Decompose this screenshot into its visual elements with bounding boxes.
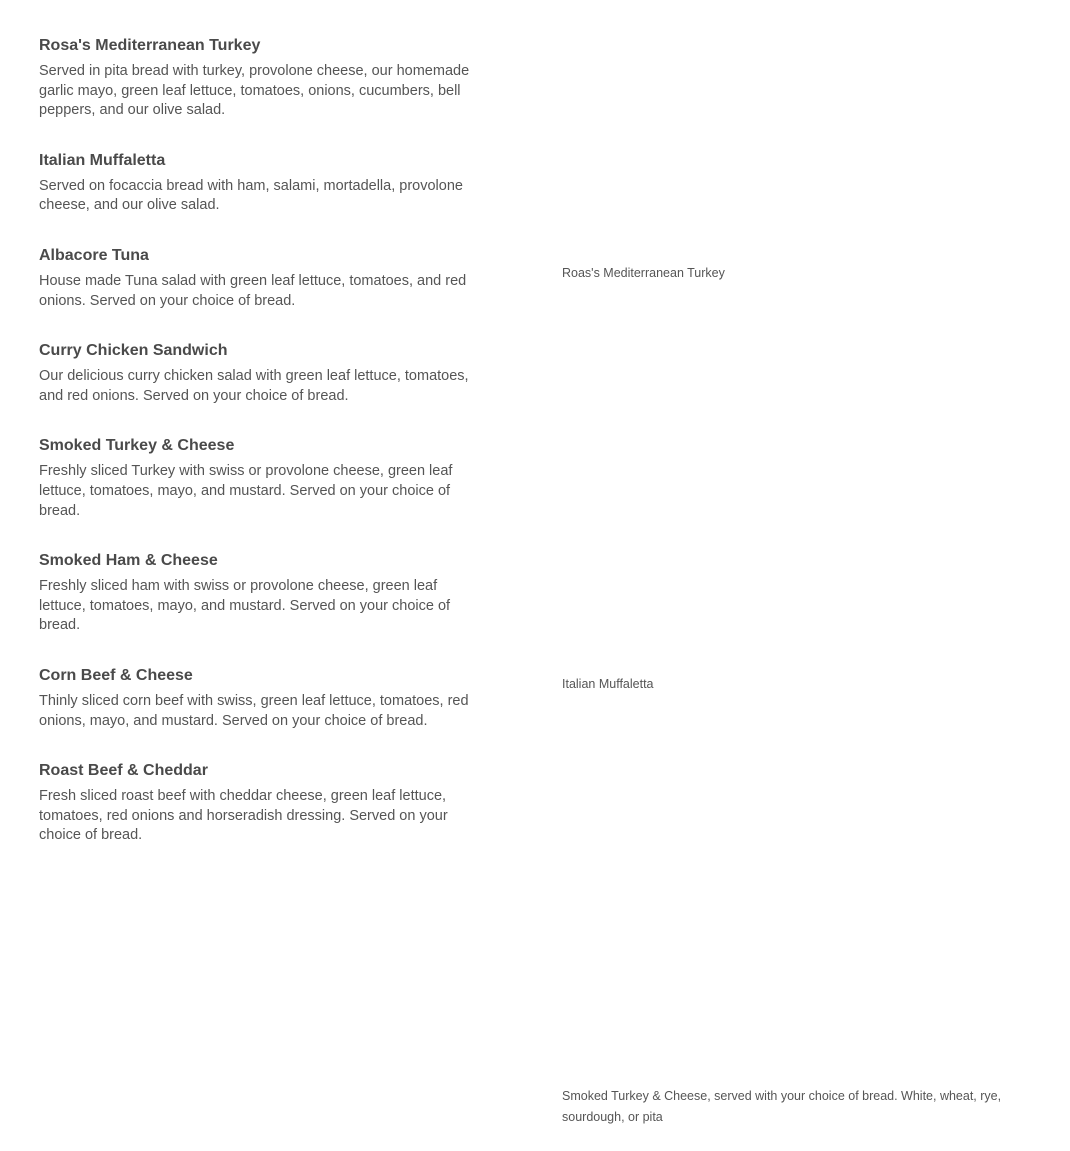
- menu-item-name: Smoked Turkey & Cheese: [39, 437, 235, 455]
- menu-item: [39, 436, 479, 521]
- gallery-caption: Smoked Turkey & Cheese, served with your choice of bread. White, wheat, rye, sourdough, or pita: [562, 1089, 1002, 1124]
- menu-item-description: Fresh sliced roast beef with cheddar cheese, green leaf lettuce, tomatoes, red onions and horseradish dressing. Served on your choice of bread.: [39, 788, 448, 844]
- menu-item: [39, 36, 479, 121]
- menu-item-name: Albacore Tuna: [39, 246, 149, 264]
- menu-item-description: Served on focaccia bread with ham, salami, mortadella, provolone cheese, and our olive salad.: [39, 177, 463, 214]
- menu-item-name: Rosa's Mediterranean Turkey: [39, 37, 261, 54]
- menu-item-description: Served in pita bread with turkey, provolone cheese, our homemade garlic mayo, green leaf lettuce, tomatoes, onions, cucumbers, bell peppers, and our olive salad.: [39, 63, 470, 119]
- menu-item: [39, 341, 479, 406]
- menu-item: [39, 666, 479, 731]
- menu-item: [39, 151, 479, 216]
- menu-item-name: Roast Beef & Cheddar: [39, 762, 208, 780]
- menu-item: [39, 246, 479, 311]
- menu-item-name: Curry Chicken Sandwich: [39, 342, 228, 360]
- photo-gallery: [562, 0, 1052, 1151]
- menu-item-name: Corn Beef & Cheese: [39, 666, 193, 684]
- menu-item-description: House made Tuna salad with green leaf lettuce, tomatoes, and red onions. Served on your choice of bread.: [39, 272, 467, 309]
- menu-item-description: Freshly sliced Turkey with swiss or provolone cheese, green leaf lettuce, tomatoes, mayo, and mustard. Served on your choice of bread.: [39, 463, 453, 519]
- menu-item-name: Smoked Ham & Cheese: [39, 552, 218, 570]
- menu-item: [39, 551, 479, 636]
- gallery-caption: Roas's Mediterranean Turkey: [562, 266, 725, 280]
- menu-item-description: Thinly sliced corn beef with swiss, green leaf lettuce, tomatoes, red onions, mayo, and mustard. Served on your choice of bread.: [39, 692, 469, 729]
- gallery-caption: Italian Muffaletta: [562, 677, 654, 691]
- sandwich-menu: [39, 36, 479, 876]
- menu-item-description: Our delicious curry chicken salad with green leaf lettuce, tomatoes, and red onions. Served on your choice of bread.: [39, 368, 469, 404]
- menu-item-description: Freshly sliced ham with swiss or provolone cheese, green leaf lettuce, tomatoes, mayo, and mustard. Served on your choice of bread.: [39, 578, 451, 634]
- menu-item: [39, 761, 479, 846]
- menu-item-name: Italian Muffaletta: [39, 151, 166, 169]
